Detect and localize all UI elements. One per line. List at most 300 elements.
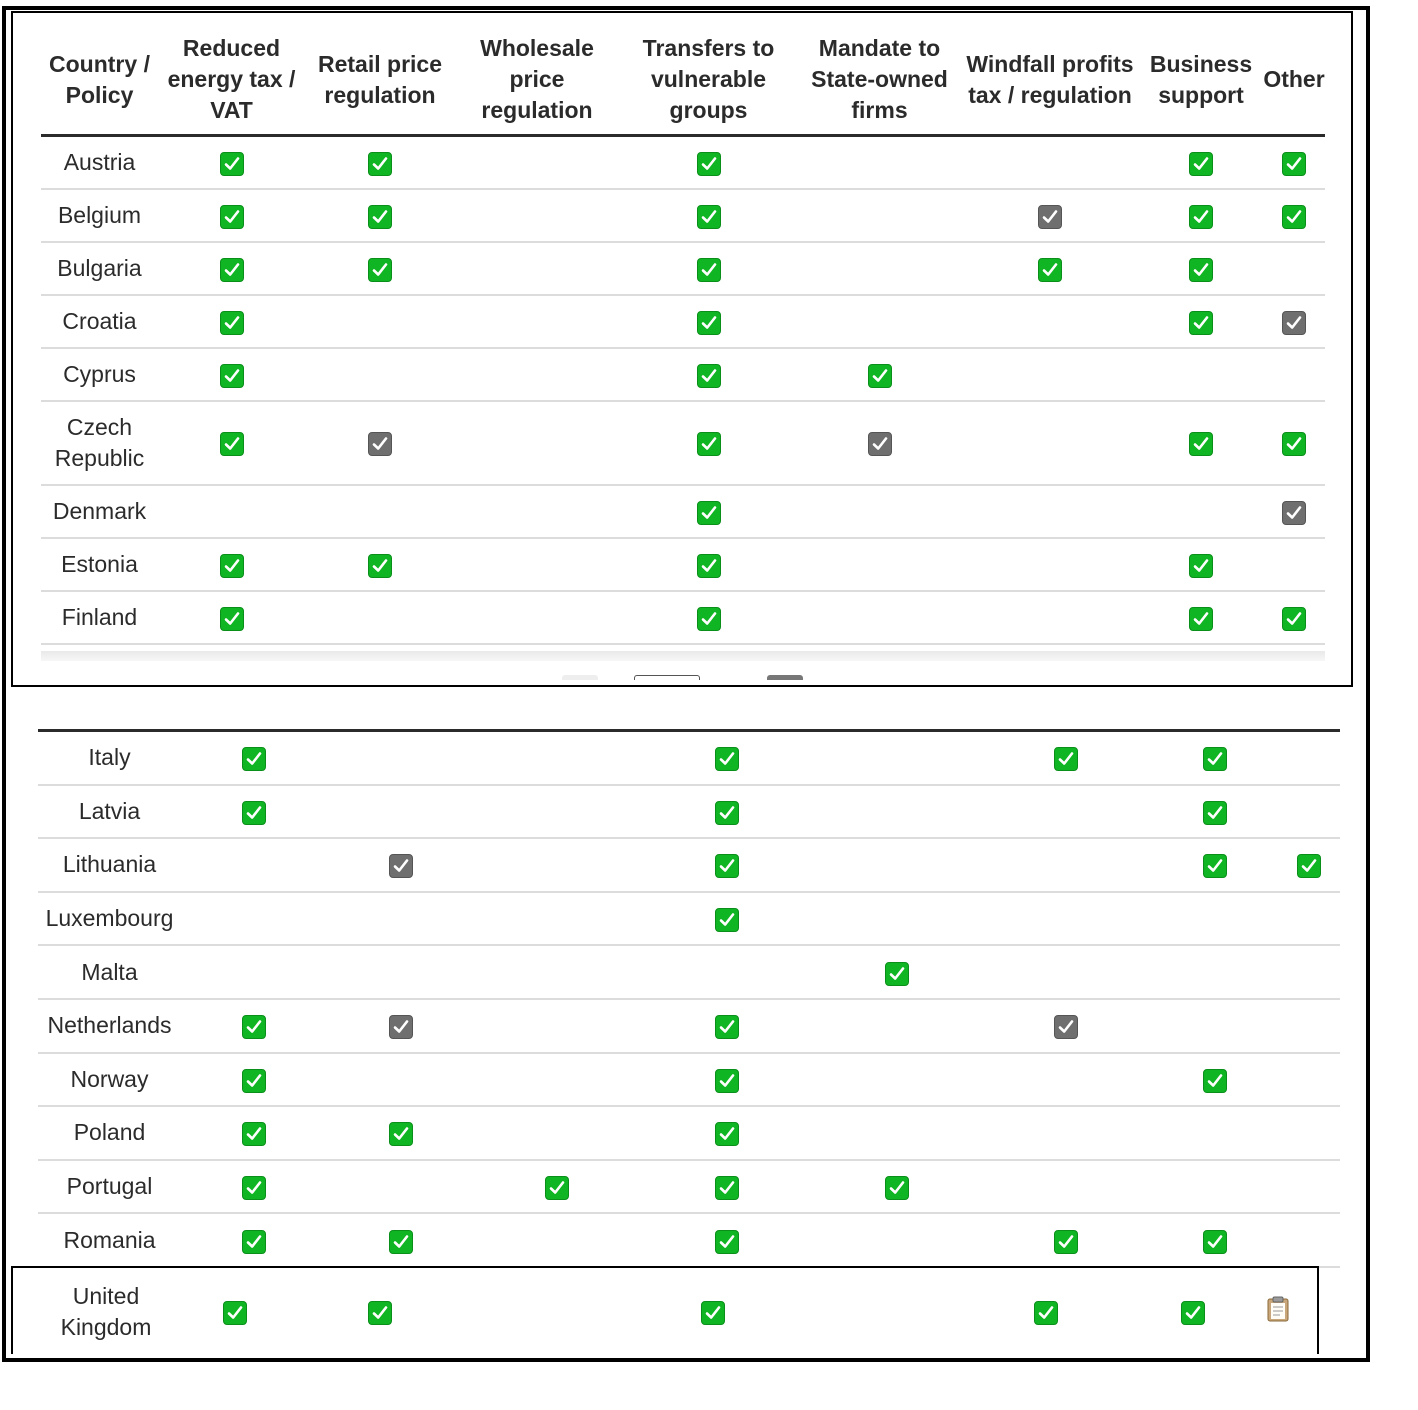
- grey-check-icon: [389, 854, 413, 878]
- green-check-icon: [1034, 1301, 1058, 1325]
- country-label: Portugal: [66, 1173, 153, 1200]
- country-cell: [41, 485, 158, 538]
- table-row: [38, 785, 1340, 839]
- green-check-icon: [1203, 854, 1227, 878]
- green-check-icon: [1189, 152, 1213, 176]
- policy-cell: [455, 591, 619, 644]
- policy-cell: [961, 136, 1139, 190]
- policy-cell: [1134, 1281, 1251, 1343]
- country-label-line: Kingdom: [60, 1314, 152, 1340]
- policy-table-bottom: [38, 729, 1340, 1268]
- policy-cell: [961, 538, 1139, 591]
- policy-cell: [1153, 838, 1277, 892]
- green-check-icon: [242, 1015, 266, 1039]
- policy-cell: [1263, 538, 1325, 591]
- policy-cell: [455, 136, 619, 190]
- policy-cell: [281, 1281, 478, 1343]
- table-header-row: [41, 33, 1325, 136]
- policy-cell: [624, 1281, 801, 1343]
- policy-cell: [619, 401, 798, 485]
- green-check-icon: [715, 854, 739, 878]
- policy-cell: [1277, 1106, 1340, 1160]
- country-cell: [38, 999, 181, 1053]
- policy-cell: [1263, 485, 1325, 538]
- green-check-icon: [715, 747, 739, 771]
- column-header-line: State-owned: [811, 66, 948, 92]
- country-cell: [41, 591, 158, 644]
- scroll-fade: [41, 651, 1325, 661]
- policy-cell: [1153, 1160, 1277, 1214]
- policy-cell: [305, 401, 455, 485]
- policy-cell: [181, 785, 327, 839]
- column-header: [158, 33, 305, 136]
- green-check-icon: [701, 1301, 725, 1325]
- policy-cell: [1153, 785, 1277, 839]
- policy-cell: [455, 189, 619, 242]
- green-check-icon: [223, 1301, 247, 1325]
- green-check-icon: [1203, 1230, 1227, 1254]
- table-row: [38, 731, 1340, 785]
- column-header-line: Wholesale: [480, 35, 594, 61]
- green-check-icon: [715, 908, 739, 932]
- policy-cell: [639, 1106, 815, 1160]
- policy-cell: [798, 401, 961, 485]
- policy-cell: [639, 1213, 815, 1267]
- policy-cell: [327, 1053, 475, 1107]
- policy-cell: [619, 136, 798, 190]
- green-check-icon: [220, 432, 244, 456]
- policy-cell: [455, 295, 619, 348]
- column-header-line: energy tax /: [167, 66, 296, 92]
- policy-cell: [1139, 295, 1263, 348]
- country-label: Latvia: [78, 797, 141, 824]
- policy-cell: [961, 591, 1139, 644]
- table-row: [38, 1213, 1340, 1267]
- policy-table-uk: [24, 1281, 1304, 1343]
- green-check-icon: [697, 364, 721, 388]
- policy-cell: [1263, 348, 1325, 401]
- policy-cell: [475, 1213, 639, 1267]
- green-check-icon: [368, 554, 392, 578]
- green-check-icon: [368, 258, 392, 282]
- column-header-line: VAT: [210, 97, 253, 123]
- green-check-icon: [868, 364, 892, 388]
- policy-cell: [1139, 189, 1263, 242]
- policy-cell: [979, 838, 1153, 892]
- green-check-icon: [368, 152, 392, 176]
- country-label-line: United: [72, 1283, 140, 1309]
- country-label: Finland: [61, 604, 138, 630]
- policy-cell: [181, 1160, 327, 1214]
- policy-cell: [961, 189, 1139, 242]
- green-check-icon: [1038, 258, 1062, 282]
- policy-cell: [181, 945, 327, 999]
- green-check-icon: [545, 1176, 569, 1200]
- table-row: [38, 892, 1340, 946]
- country-label: Poland: [73, 1119, 146, 1146]
- column-header: [619, 33, 798, 136]
- green-check-icon: [242, 1122, 266, 1146]
- policy-cell: [1277, 1213, 1340, 1267]
- country-label: Cyprus: [63, 361, 136, 387]
- scroll-indicator: [562, 675, 598, 680]
- green-check-icon: [220, 364, 244, 388]
- policy-cell: [455, 485, 619, 538]
- country-label-line: Republic: [54, 445, 145, 471]
- green-check-icon: [1054, 747, 1078, 771]
- policy-cell: [639, 945, 815, 999]
- green-check-icon: [697, 205, 721, 229]
- country-cell: [38, 1213, 181, 1267]
- policy-cell: [961, 348, 1139, 401]
- green-check-icon: [1189, 432, 1213, 456]
- policy-cell: [1153, 1213, 1277, 1267]
- policy-cell: [979, 1160, 1153, 1214]
- policy-cell: [619, 242, 798, 295]
- policy-cell: [158, 538, 305, 591]
- green-check-icon: [1282, 152, 1306, 176]
- green-check-icon: [697, 258, 721, 282]
- policy-cell: [327, 731, 475, 785]
- green-check-icon: [242, 801, 266, 825]
- grey-check-icon: [389, 1015, 413, 1039]
- policy-cell: [961, 485, 1139, 538]
- green-check-icon: [697, 607, 721, 631]
- policy-cell: [979, 1106, 1153, 1160]
- policy-table-top: [41, 33, 1325, 645]
- policy-cell: [305, 295, 455, 348]
- policy-cell: [158, 136, 305, 190]
- policy-cell: [327, 785, 475, 839]
- policy-cell: [475, 838, 639, 892]
- country-label: Belgium: [57, 202, 142, 228]
- green-check-icon: [1189, 205, 1213, 229]
- grey-check-icon: [1038, 205, 1062, 229]
- country-label-line: Czech: [66, 414, 133, 440]
- policy-cell: [327, 1160, 475, 1214]
- table-row: [41, 485, 1325, 538]
- green-check-icon: [697, 501, 721, 525]
- table-row: [41, 136, 1325, 190]
- table-row: [38, 1053, 1340, 1107]
- grey-check-icon: [368, 432, 392, 456]
- policy-cell: [639, 1053, 815, 1107]
- column-header-line: Transfers to: [642, 35, 775, 61]
- column-header-line: Other: [1263, 66, 1325, 92]
- country-label: Italy: [88, 744, 131, 771]
- policy-cell: [158, 189, 305, 242]
- grey-check-icon: [1282, 501, 1306, 525]
- country-label: Denmark: [52, 498, 147, 524]
- country-cell: [41, 538, 158, 591]
- policy-cell: [327, 999, 475, 1053]
- policy-cell: [815, 838, 979, 892]
- green-check-icon: [1189, 607, 1213, 631]
- table-row: [38, 1160, 1340, 1214]
- policy-cell: [1153, 999, 1277, 1053]
- policy-cell: [475, 945, 639, 999]
- scroll-indicator: [634, 675, 700, 680]
- policy-cell: [455, 538, 619, 591]
- policy-cell: [1153, 1106, 1277, 1160]
- green-check-icon: [220, 152, 244, 176]
- policy-cell: [801, 1281, 957, 1343]
- policy-cell: [815, 731, 979, 785]
- green-check-icon: [1054, 1230, 1078, 1254]
- green-check-icon: [1282, 607, 1306, 631]
- country-cell: [38, 1053, 181, 1107]
- policy-cell: [639, 731, 815, 785]
- country-label: Lithuania: [62, 851, 157, 878]
- policy-cell: [1139, 242, 1263, 295]
- policy-cell: [158, 401, 305, 485]
- country-cell: [38, 1106, 181, 1160]
- policy-cell: [815, 1053, 979, 1107]
- clipboard-icon: [1267, 1296, 1289, 1328]
- green-check-icon: [1203, 1069, 1227, 1093]
- column-header: [798, 33, 961, 136]
- policy-cell: [181, 1213, 327, 1267]
- policy-cell: [815, 1160, 979, 1214]
- policy-cell: [1139, 136, 1263, 190]
- column-header-line: firms: [851, 97, 908, 123]
- green-check-icon: [1189, 554, 1213, 578]
- country-label: Norway: [70, 1065, 149, 1092]
- policy-cell: [158, 348, 305, 401]
- column-header-line: Reduced: [182, 35, 281, 61]
- country-cell: [24, 1281, 188, 1343]
- table-row: [41, 295, 1325, 348]
- policy-cell: [475, 1106, 639, 1160]
- policy-cell: [305, 348, 455, 401]
- column-header: [455, 33, 619, 136]
- country-label: Bulgaria: [57, 255, 142, 281]
- policy-cell: [305, 591, 455, 644]
- policy-cell: [798, 242, 961, 295]
- policy-cell: [798, 189, 961, 242]
- policy-cell: [1263, 295, 1325, 348]
- column-header: [1139, 33, 1263, 136]
- table-row: [38, 1106, 1340, 1160]
- column-header: [305, 33, 455, 136]
- green-check-icon: [220, 311, 244, 335]
- policy-cell: [1277, 731, 1340, 785]
- country-label: Netherlands: [47, 1012, 172, 1039]
- policy-cell: [1277, 1053, 1340, 1107]
- policy-cell: [158, 485, 305, 538]
- country-cell: [38, 785, 181, 839]
- policy-cell: [455, 242, 619, 295]
- column-header-line: Mandate to: [818, 35, 941, 61]
- policy-cell: [181, 999, 327, 1053]
- country-cell: [41, 348, 158, 401]
- policy-cell: [181, 838, 327, 892]
- policy-cell: [327, 1106, 475, 1160]
- policy-cell: [961, 401, 1139, 485]
- policy-cell: [1251, 1281, 1304, 1343]
- policy-cell: [455, 401, 619, 485]
- green-check-icon: [1189, 311, 1213, 335]
- policy-cell: [798, 136, 961, 190]
- policy-cell: [1139, 401, 1263, 485]
- table-row: [38, 999, 1340, 1053]
- policy-cell: [158, 591, 305, 644]
- green-check-icon: [715, 1122, 739, 1146]
- column-header-line: Country /: [49, 50, 150, 77]
- country-label: Luxembourg: [45, 905, 174, 932]
- policy-cell: [475, 1160, 639, 1214]
- policy-cell: [619, 485, 798, 538]
- table-row: [41, 401, 1325, 485]
- policy-cell: [327, 892, 475, 946]
- green-check-icon: [1203, 801, 1227, 825]
- green-check-icon: [715, 801, 739, 825]
- country-label: Croatia: [62, 308, 137, 334]
- policy-cell: [305, 189, 455, 242]
- policy-cell: [639, 892, 815, 946]
- policy-cell: [619, 348, 798, 401]
- column-header-line: regulation: [324, 81, 436, 108]
- policy-cell: [639, 838, 815, 892]
- green-check-icon: [885, 1176, 909, 1200]
- policy-cell: [1277, 892, 1340, 946]
- policy-cell: [158, 295, 305, 348]
- green-check-icon: [220, 205, 244, 229]
- green-check-icon: [242, 1176, 266, 1200]
- policy-cell: [1277, 1160, 1340, 1214]
- table-row: [41, 591, 1325, 644]
- green-check-icon: [697, 152, 721, 176]
- grey-check-icon: [1282, 311, 1306, 335]
- column-header-line: tax / regulation: [968, 81, 1132, 108]
- country-label: Estonia: [61, 551, 138, 577]
- policy-cell: [979, 1053, 1153, 1107]
- column-header-line: vulnerable: [650, 66, 767, 92]
- policy-cell: [815, 1213, 979, 1267]
- green-check-icon: [1203, 747, 1227, 771]
- green-check-icon: [1297, 854, 1321, 878]
- table-row: [41, 348, 1325, 401]
- green-check-icon: [697, 554, 721, 578]
- policy-cell: [957, 1281, 1134, 1343]
- policy-cell: [188, 1281, 281, 1343]
- policy-cell: [327, 838, 475, 892]
- table-row: [41, 242, 1325, 295]
- policy-cell: [1153, 731, 1277, 785]
- green-check-icon: [1181, 1301, 1205, 1325]
- green-check-icon: [715, 1069, 739, 1093]
- green-check-icon: [242, 1069, 266, 1093]
- policy-cell: [305, 485, 455, 538]
- green-check-icon: [715, 1015, 739, 1039]
- country-cell: [41, 295, 158, 348]
- green-check-icon: [220, 607, 244, 631]
- green-check-icon: [1282, 432, 1306, 456]
- policy-cell: [815, 1106, 979, 1160]
- policy-cell: [979, 731, 1153, 785]
- policy-cell: [1277, 999, 1340, 1053]
- policy-cell: [798, 295, 961, 348]
- policy-cell: [1153, 892, 1277, 946]
- scroll-indicator: [767, 675, 803, 680]
- policy-cell: [1263, 401, 1325, 485]
- policy-cell: [1277, 785, 1340, 839]
- country-cell: [38, 892, 181, 946]
- policy-cell: [979, 999, 1153, 1053]
- country-cell: [41, 189, 158, 242]
- green-check-icon: [697, 432, 721, 456]
- country-cell: [41, 242, 158, 295]
- policy-cell: [181, 1053, 327, 1107]
- grey-check-icon: [1054, 1015, 1078, 1039]
- column-header-line: Retail price: [318, 50, 442, 77]
- policy-cell: [1139, 538, 1263, 591]
- policy-cell: [815, 945, 979, 999]
- policy-cell: [181, 731, 327, 785]
- policy-cell: [1277, 838, 1340, 892]
- policy-cell: [639, 1160, 815, 1214]
- policy-cell: [1263, 189, 1325, 242]
- policy-cell: [961, 242, 1139, 295]
- table-row: [38, 838, 1340, 892]
- column-header: [961, 33, 1139, 136]
- green-check-icon: [389, 1122, 413, 1146]
- country-cell: [38, 1160, 181, 1214]
- policy-cell: [815, 999, 979, 1053]
- policy-cell: [181, 1106, 327, 1160]
- policy-cell: [798, 591, 961, 644]
- policy-cell: [639, 785, 815, 839]
- country-label: Romania: [63, 1226, 156, 1253]
- policy-cell: [1153, 1053, 1277, 1107]
- table-row: [24, 1281, 1304, 1343]
- column-header-line: regulation: [481, 97, 593, 123]
- country-cell: [38, 731, 181, 785]
- policy-cell: [327, 945, 475, 999]
- policy-cell: [979, 785, 1153, 839]
- green-check-icon: [697, 311, 721, 335]
- green-check-icon: [368, 1301, 392, 1325]
- column-header: [1263, 33, 1325, 136]
- policy-cell: [979, 892, 1153, 946]
- policy-cell: [619, 591, 798, 644]
- grey-check-icon: [868, 432, 892, 456]
- policy-cell: [1153, 945, 1277, 999]
- policy-cell: [639, 999, 815, 1053]
- column-header-line: Windfall profits: [966, 50, 1134, 77]
- column-header: [41, 33, 158, 136]
- policy-cell: [1263, 242, 1325, 295]
- policy-cell: [478, 1281, 624, 1343]
- policy-cell: [475, 999, 639, 1053]
- policy-cell: [815, 892, 979, 946]
- green-check-icon: [220, 554, 244, 578]
- green-check-icon: [715, 1176, 739, 1200]
- column-header-line: price: [509, 66, 565, 92]
- policy-cell: [475, 892, 639, 946]
- policy-cell: [1139, 591, 1263, 644]
- policy-cell: [1139, 485, 1263, 538]
- policy-cell: [619, 189, 798, 242]
- green-check-icon: [885, 962, 909, 986]
- policy-cell: [475, 785, 639, 839]
- green-check-icon: [242, 747, 266, 771]
- country-label: Malta: [81, 958, 138, 985]
- column-header-line: support: [1158, 81, 1244, 108]
- table-row: [41, 538, 1325, 591]
- policy-cell: [455, 348, 619, 401]
- policy-cell: [1139, 348, 1263, 401]
